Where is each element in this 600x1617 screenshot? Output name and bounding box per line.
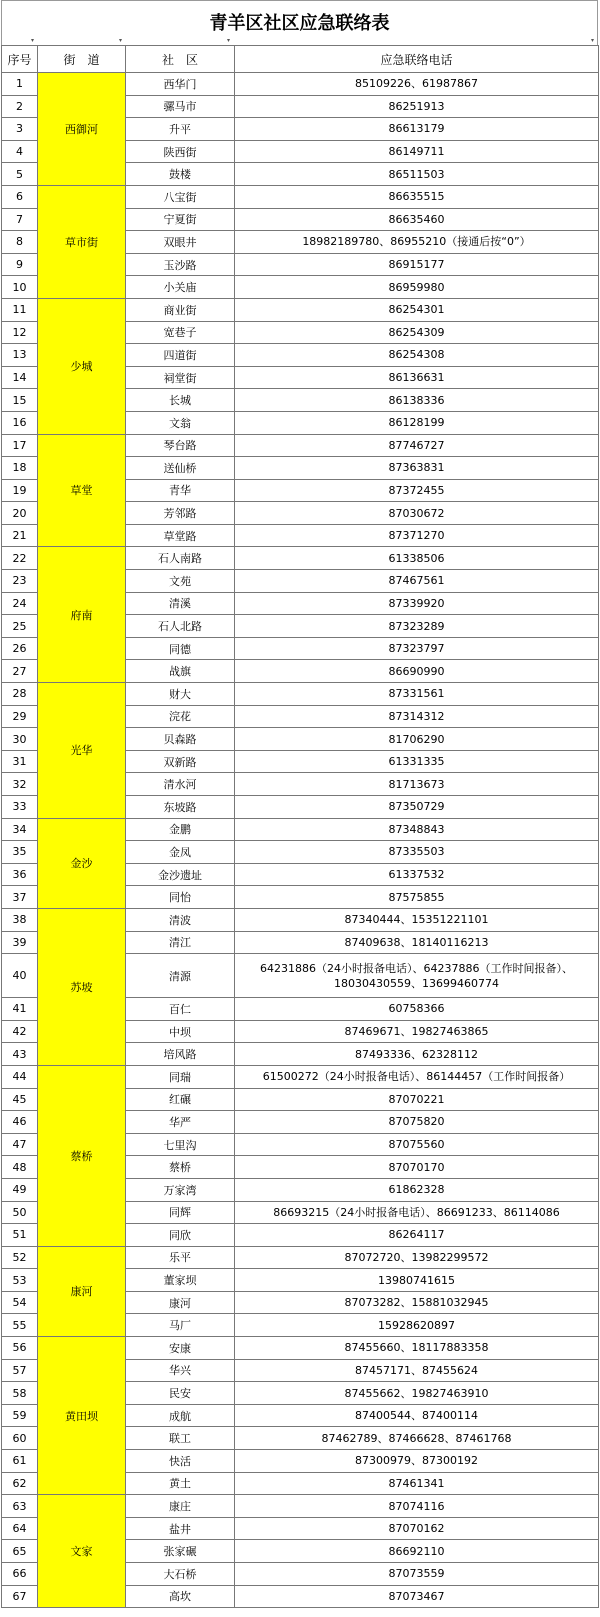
cell-no[interactable]: 57 <box>2 1359 38 1382</box>
cell-phone[interactable]: 87340444、15351221101 <box>235 908 599 931</box>
cell-community[interactable]: 同欣 <box>126 1224 235 1247</box>
cell-phone[interactable]: 86613179 <box>235 118 599 141</box>
cell-phone[interactable]: 87409638、18140116213 <box>235 931 599 954</box>
cell-phone[interactable]: 87300979、87300192 <box>235 1450 599 1473</box>
table-row <box>2 434 599 457</box>
cell-no[interactable]: 17 <box>2 434 38 457</box>
cell-no[interactable]: 31 <box>2 750 38 773</box>
cell-community[interactable]: 贝森路 <box>126 728 235 751</box>
cell-phone[interactable]: 61338506 <box>235 547 599 570</box>
cell-community[interactable]: 清江 <box>126 931 235 954</box>
cell-phone[interactable]: 87075560 <box>235 1133 599 1156</box>
cell-street[interactable]: 少城 <box>38 298 126 434</box>
cell-no[interactable]: 43 <box>2 1043 38 1066</box>
cell-no[interactable]: 3 <box>2 118 38 141</box>
cell-phone[interactable]: 87746727 <box>235 434 599 457</box>
cell-community[interactable]: 联工 <box>126 1427 235 1450</box>
cell-phone[interactable]: 86264117 <box>235 1224 599 1247</box>
table-row <box>2 73 599 96</box>
cell-phone[interactable]: 87371270 <box>235 524 599 547</box>
cell-phone[interactable]: 87493336、62328112 <box>235 1043 599 1066</box>
cell-no[interactable]: 14 <box>2 366 38 389</box>
cell-community[interactable]: 文翁 <box>126 411 235 434</box>
cell-phone[interactable]: 87455660、18117883358 <box>235 1337 599 1360</box>
cell-no[interactable]: 15 <box>2 389 38 412</box>
cell-phone[interactable]: 81713673 <box>235 773 599 796</box>
cell-no[interactable]: 39 <box>2 931 38 954</box>
cell-no[interactable]: 36 <box>2 863 38 886</box>
table-body <box>2 73 599 1608</box>
cell-phone[interactable]: 64231886（24小时报备电话）、64237886（工作时间报备）、18030430559、13699460774 <box>235 954 599 998</box>
header-row <box>2 46 599 73</box>
cell-no[interactable]: 9 <box>2 253 38 276</box>
cell-no[interactable]: 42 <box>2 1020 38 1043</box>
cell-phone[interactable]: 87323289 <box>235 615 599 638</box>
cell-no[interactable]: 28 <box>2 683 38 706</box>
filter-dropdown-icon[interactable]: ▾ <box>119 37 123 44</box>
cell-phone[interactable]: 85109226、61987867 <box>235 73 599 96</box>
cell-community[interactable]: 马厂 <box>126 1314 235 1337</box>
cell-community[interactable]: 康庄 <box>126 1495 235 1518</box>
cell-phone[interactable]: 87469671、19827463865 <box>235 1020 599 1043</box>
cell-community[interactable]: 同德 <box>126 637 235 660</box>
cell-community[interactable]: 草堂路 <box>126 524 235 547</box>
table-row <box>2 683 599 706</box>
cell-phone[interactable]: 15928620897 <box>235 1314 599 1337</box>
contact-table <box>1 45 599 1608</box>
cell-community[interactable]: 中坝 <box>126 1020 235 1043</box>
cell-street[interactable]: 西御河 <box>38 73 126 186</box>
table-row <box>2 298 599 321</box>
cell-no[interactable]: 55 <box>2 1314 38 1337</box>
cell-street[interactable]: 文家 <box>38 1495 126 1608</box>
cell-community[interactable]: 蔡桥 <box>126 1156 235 1179</box>
cell-phone[interactable]: 87070170 <box>235 1156 599 1179</box>
cell-no[interactable]: 62 <box>2 1472 38 1495</box>
cell-no[interactable]: 27 <box>2 660 38 683</box>
cell-phone[interactable]: 86254301 <box>235 298 599 321</box>
cell-no[interactable]: 12 <box>2 321 38 344</box>
cell-no[interactable]: 18 <box>2 457 38 480</box>
cell-community[interactable]: 宁夏街 <box>126 208 235 231</box>
cell-no[interactable]: 26 <box>2 637 38 660</box>
cell-community[interactable]: 战旗 <box>126 660 235 683</box>
cell-no[interactable]: 46 <box>2 1111 38 1134</box>
cell-no[interactable]: 63 <box>2 1495 38 1518</box>
cell-phone[interactable]: 86136631 <box>235 366 599 389</box>
cell-no[interactable]: 65 <box>2 1540 38 1563</box>
cell-no[interactable]: 41 <box>2 998 38 1021</box>
table-row <box>2 818 599 841</box>
cell-no[interactable]: 66 <box>2 1563 38 1586</box>
cell-street[interactable]: 草堂 <box>38 434 126 547</box>
cell-no[interactable]: 4 <box>2 140 38 163</box>
cell-no[interactable]: 38 <box>2 908 38 931</box>
cell-no[interactable]: 23 <box>2 570 38 593</box>
cell-phone[interactable]: 87323797 <box>235 637 599 660</box>
cell-no[interactable]: 8 <box>2 231 38 254</box>
cell-no[interactable]: 51 <box>2 1224 38 1247</box>
cell-street[interactable]: 草市街 <box>38 185 126 298</box>
header-no: 序号 <box>2 46 38 73</box>
table-row <box>2 547 599 570</box>
cell-phone[interactable]: 87030672 <box>235 502 599 525</box>
cell-no[interactable]: 30 <box>2 728 38 751</box>
cell-phone[interactable]: 86693215（24小时报备电话）、86691233、86114086 <box>235 1201 599 1224</box>
cell-community[interactable]: 送仙桥 <box>126 457 235 480</box>
cell-community[interactable]: 文苑 <box>126 570 235 593</box>
cell-phone[interactable]: 87575855 <box>235 886 599 909</box>
cell-no[interactable]: 44 <box>2 1065 38 1088</box>
cell-community[interactable]: 金沙遗址 <box>126 863 235 886</box>
cell-street[interactable]: 府南 <box>38 547 126 683</box>
cell-phone[interactable]: 87462789、87466628、87461768 <box>235 1427 599 1450</box>
cell-no[interactable]: 34 <box>2 818 38 841</box>
filter-row <box>1 38 598 44</box>
cell-community[interactable]: 东坡路 <box>126 796 235 819</box>
table-row <box>2 1495 599 1518</box>
cell-community[interactable]: 七里沟 <box>126 1133 235 1156</box>
cell-community[interactable]: 八宝街 <box>126 185 235 208</box>
cell-community[interactable]: 黄土 <box>126 1472 235 1495</box>
cell-phone[interactable]: 87455662、19827463910 <box>235 1382 599 1405</box>
table-row <box>2 1337 599 1360</box>
cell-community[interactable]: 华严 <box>126 1111 235 1134</box>
cell-no[interactable]: 60 <box>2 1427 38 1450</box>
cell-phone[interactable]: 81706290 <box>235 728 599 751</box>
cell-street[interactable]: 光华 <box>38 683 126 819</box>
table-row <box>2 185 599 208</box>
cell-community[interactable]: 财大 <box>126 683 235 706</box>
cell-community[interactable]: 双眼井 <box>126 231 235 254</box>
cell-community[interactable]: 陕西街 <box>126 140 235 163</box>
cell-phone[interactable]: 61337532 <box>235 863 599 886</box>
table-row <box>2 908 599 931</box>
cell-community[interactable]: 商业街 <box>126 298 235 321</box>
cell-phone[interactable]: 87073559 <box>235 1563 599 1586</box>
cell-phone[interactable]: 86915177 <box>235 253 599 276</box>
cell-no[interactable]: 33 <box>2 796 38 819</box>
cell-community[interactable]: 同瑞 <box>126 1065 235 1088</box>
cell-community[interactable]: 青华 <box>126 479 235 502</box>
cell-no[interactable]: 59 <box>2 1404 38 1427</box>
cell-no[interactable]: 22 <box>2 547 38 570</box>
cell-community[interactable]: 祠堂街 <box>126 366 235 389</box>
cell-no[interactable]: 61 <box>2 1450 38 1473</box>
cell-phone[interactable]: 86690990 <box>235 660 599 683</box>
cell-no[interactable]: 53 <box>2 1269 38 1292</box>
cell-phone[interactable]: 86254308 <box>235 344 599 367</box>
cell-no[interactable]: 1 <box>2 73 38 96</box>
cell-no[interactable]: 13 <box>2 344 38 367</box>
cell-phone[interactable]: 87350729 <box>235 796 599 819</box>
cell-street[interactable]: 黄田坝 <box>38 1337 126 1495</box>
cell-community[interactable]: 骡马市 <box>126 95 235 118</box>
header-phone: 应急联络电话 <box>235 46 599 73</box>
cell-no[interactable]: 11 <box>2 298 38 321</box>
cell-community[interactable]: 快活 <box>126 1450 235 1473</box>
cell-no[interactable]: 50 <box>2 1201 38 1224</box>
cell-community[interactable]: 成航 <box>126 1404 235 1427</box>
cell-community[interactable]: 四道街 <box>126 344 235 367</box>
cell-community[interactable]: 万家湾 <box>126 1178 235 1201</box>
cell-phone[interactable]: 87400544、87400114 <box>235 1404 599 1427</box>
cell-phone[interactable]: 86511503 <box>235 163 599 186</box>
cell-phone[interactable]: 87363831 <box>235 457 599 480</box>
cell-phone[interactable]: 87339920 <box>235 592 599 615</box>
cell-phone[interactable]: 61862328 <box>235 1178 599 1201</box>
cell-no[interactable]: 29 <box>2 705 38 728</box>
cell-phone[interactable]: 87075820 <box>235 1111 599 1134</box>
table-row <box>2 1065 599 1088</box>
cell-community[interactable]: 盐井 <box>126 1517 235 1540</box>
cell-phone[interactable]: 87072720、13982299572 <box>235 1246 599 1269</box>
cell-community[interactable]: 康河 <box>126 1291 235 1314</box>
cell-no[interactable]: 58 <box>2 1382 38 1405</box>
cell-phone[interactable]: 87073467 <box>235 1585 599 1608</box>
cell-community[interactable]: 宽巷子 <box>126 321 235 344</box>
cell-phone[interactable]: 87331561 <box>235 683 599 706</box>
cell-community[interactable]: 同辉 <box>126 1201 235 1224</box>
cell-community[interactable]: 鼓楼 <box>126 163 235 186</box>
cell-no[interactable]: 64 <box>2 1517 38 1540</box>
cell-community[interactable]: 石人南路 <box>126 547 235 570</box>
cell-phone[interactable]: 18982189780、86955210（接通后按“0”） <box>235 231 599 254</box>
cell-community[interactable]: 同怡 <box>126 886 235 909</box>
cell-phone[interactable]: 86635515 <box>235 185 599 208</box>
cell-street[interactable]: 康河 <box>38 1246 126 1336</box>
cell-phone[interactable]: 86138336 <box>235 389 599 412</box>
cell-phone[interactable]: 86254309 <box>235 321 599 344</box>
cell-phone[interactable]: 86959980 <box>235 276 599 299</box>
cell-phone[interactable]: 61331335 <box>235 750 599 773</box>
spreadsheet <box>1 0 598 1608</box>
cell-phone[interactable]: 87461341 <box>235 1472 599 1495</box>
cell-no[interactable]: 56 <box>2 1337 38 1360</box>
cell-no[interactable]: 19 <box>2 479 38 502</box>
cell-no[interactable]: 2 <box>2 95 38 118</box>
cell-community[interactable]: 百仁 <box>126 998 235 1021</box>
cell-no[interactable]: 47 <box>2 1133 38 1156</box>
cell-no[interactable]: 35 <box>2 841 38 864</box>
cell-community[interactable]: 大石桥 <box>126 1563 235 1586</box>
cell-phone[interactable]: 86692110 <box>235 1540 599 1563</box>
cell-phone[interactable]: 87372455 <box>235 479 599 502</box>
cell-no[interactable]: 20 <box>2 502 38 525</box>
cell-community[interactable]: 张家碾 <box>126 1540 235 1563</box>
cell-community[interactable]: 双新路 <box>126 750 235 773</box>
cell-community[interactable]: 培风路 <box>126 1043 235 1066</box>
cell-phone[interactable]: 86149711 <box>235 140 599 163</box>
cell-community[interactable]: 清波 <box>126 908 235 931</box>
table-row <box>2 1246 599 1269</box>
cell-no[interactable]: 52 <box>2 1246 38 1269</box>
cell-street[interactable]: 苏坡 <box>38 908 126 1065</box>
cell-no[interactable]: 24 <box>2 592 38 615</box>
cell-community[interactable]: 董家坝 <box>126 1269 235 1292</box>
cell-community[interactable]: 芳邻路 <box>126 502 235 525</box>
cell-community[interactable]: 金凤 <box>126 841 235 864</box>
cell-no[interactable]: 10 <box>2 276 38 299</box>
cell-phone[interactable]: 87314312 <box>235 705 599 728</box>
cell-phone[interactable]: 13980741615 <box>235 1269 599 1292</box>
cell-community[interactable]: 小关庙 <box>126 276 235 299</box>
cell-community[interactable]: 清源 <box>126 954 235 998</box>
cell-no[interactable]: 54 <box>2 1291 38 1314</box>
cell-community[interactable]: 升平 <box>126 118 235 141</box>
cell-phone[interactable]: 87467561 <box>235 570 599 593</box>
cell-no[interactable]: 37 <box>2 886 38 909</box>
filter-dropdown-icon[interactable]: ▾ <box>591 37 595 44</box>
header-community: 社 区 <box>126 46 235 73</box>
cell-community[interactable]: 长城 <box>126 389 235 412</box>
cell-phone[interactable]: 87335503 <box>235 841 599 864</box>
cell-no[interactable]: 25 <box>2 615 38 638</box>
cell-phone[interactable]: 60758366 <box>235 998 599 1021</box>
cell-community[interactable]: 浣花 <box>126 705 235 728</box>
cell-phone[interactable]: 87074116 <box>235 1495 599 1518</box>
cell-community[interactable]: 西华门 <box>126 73 235 96</box>
cell-community[interactable]: 乐平 <box>126 1246 235 1269</box>
cell-phone[interactable]: 86251913 <box>235 95 599 118</box>
cell-community[interactable]: 民安 <box>126 1382 235 1405</box>
cell-no[interactable]: 21 <box>2 524 38 547</box>
cell-no[interactable]: 6 <box>2 185 38 208</box>
cell-community[interactable]: 华兴 <box>126 1359 235 1382</box>
cell-community[interactable]: 金鹏 <box>126 818 235 841</box>
header-street: 街 道 <box>38 46 126 73</box>
cell-phone[interactable]: 87073282、15881032945 <box>235 1291 599 1314</box>
cell-phone[interactable]: 61500272（24小时报备电话）、86144457（工作时间报备） <box>235 1065 599 1088</box>
cell-no[interactable]: 5 <box>2 163 38 186</box>
cell-community[interactable]: 红碾 <box>126 1088 235 1111</box>
cell-no[interactable]: 67 <box>2 1585 38 1608</box>
filter-dropdown-icon[interactable]: ▾ <box>31 37 35 44</box>
cell-street[interactable]: 金沙 <box>38 818 126 908</box>
cell-phone[interactable]: 87457171、87455624 <box>235 1359 599 1382</box>
cell-community[interactable]: 清溪 <box>126 592 235 615</box>
cell-phone[interactable]: 87070221 <box>235 1088 599 1111</box>
cell-community[interactable]: 高坎 <box>126 1585 235 1608</box>
cell-street[interactable]: 蔡桥 <box>38 1065 126 1246</box>
cell-no[interactable]: 45 <box>2 1088 38 1111</box>
cell-no[interactable]: 32 <box>2 773 38 796</box>
cell-community[interactable]: 石人北路 <box>126 615 235 638</box>
cell-phone[interactable]: 86635460 <box>235 208 599 231</box>
filter-dropdown-icon[interactable]: ▾ <box>227 37 231 44</box>
cell-no[interactable]: 16 <box>2 411 38 434</box>
cell-no[interactable]: 48 <box>2 1156 38 1179</box>
cell-phone[interactable]: 86128199 <box>235 411 599 434</box>
cell-phone[interactable]: 87348843 <box>235 818 599 841</box>
cell-no[interactable]: 49 <box>2 1178 38 1201</box>
cell-no[interactable]: 40 <box>2 954 38 998</box>
cell-phone[interactable]: 87070162 <box>235 1517 599 1540</box>
cell-community[interactable]: 玉沙路 <box>126 253 235 276</box>
sheet-title-text: 青羊区社区应急联络表 <box>209 13 390 34</box>
cell-community[interactable]: 安康 <box>126 1337 235 1360</box>
cell-community[interactable]: 琴台路 <box>126 434 235 457</box>
cell-community[interactable]: 清水河 <box>126 773 235 796</box>
cell-no[interactable]: 7 <box>2 208 38 231</box>
